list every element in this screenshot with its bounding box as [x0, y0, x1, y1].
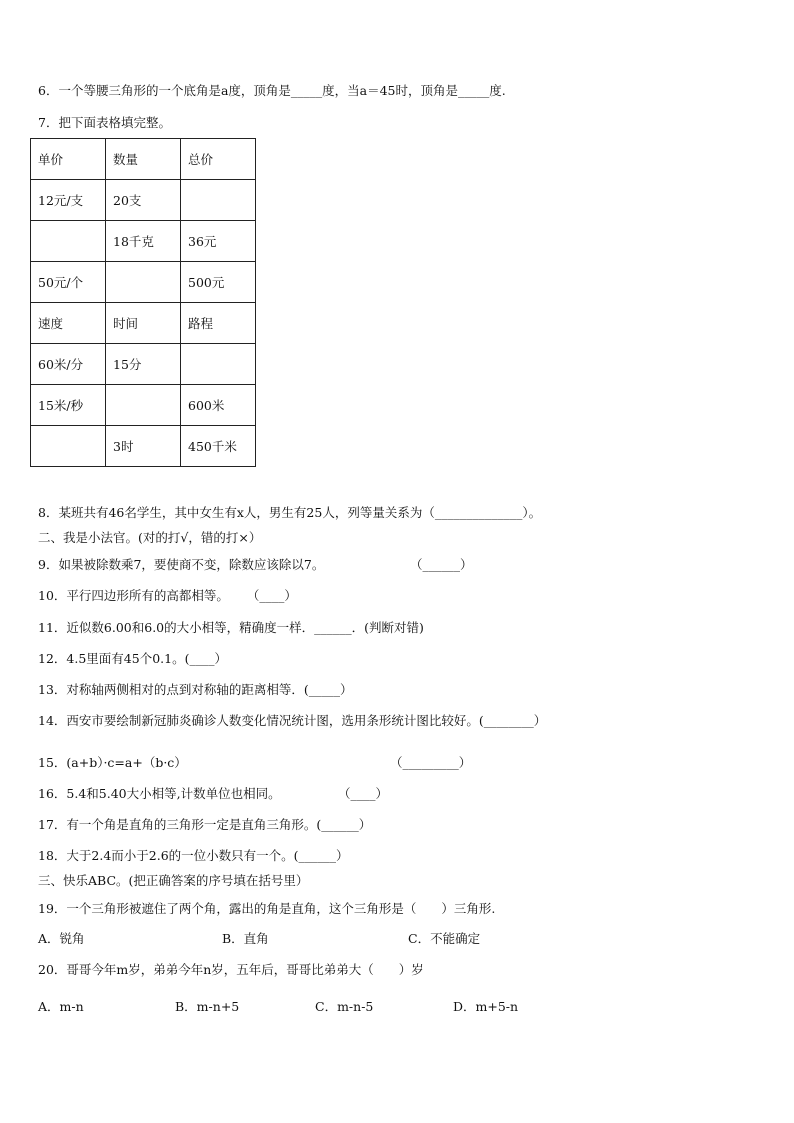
table-cell	[181, 180, 256, 221]
question-6: 6．一个等腰三角形的一个底角是a度，顶角是_____度，当a＝45时，顶角是_____度.	[38, 83, 506, 98]
question-12: 12．4.5里面有45个0.1。(____）	[38, 651, 227, 666]
question-20: 20．哥哥今年m岁，弟弟今年n岁，五年后，哥哥比弟弟大（ ）岁	[38, 962, 424, 977]
question-8: 8．某班共有46名学生，其中女生有x人，男生有25人，列等量关系为（______________）。	[38, 505, 542, 520]
table-cell: 18千克	[106, 221, 181, 262]
question-19-option-c: C．不能确定	[408, 931, 481, 946]
table-cell: 路程	[181, 303, 256, 344]
table-cell: 数量	[106, 139, 181, 180]
table-row	[31, 221, 256, 262]
question-19-option-a: A．锐角	[38, 931, 85, 946]
table-cell: 20支	[106, 180, 181, 221]
table-cell: 50元/个	[31, 262, 106, 303]
question-15-text: 15．(a+b）·c=a+（b·c）	[38, 755, 187, 770]
table-row	[31, 139, 256, 180]
question-13: 13．对称轴两侧相对的点到对称轴的距离相等．(_____）	[38, 682, 353, 697]
question-16	[38, 786, 389, 802]
table-cell: 速度	[31, 303, 106, 344]
table-cell: 总价	[181, 139, 256, 180]
table-row	[31, 385, 256, 426]
section-2-heading: 二、我是小法官。(对的打√，错的打×）	[38, 530, 262, 545]
question-16-answer-blank: （____）	[338, 786, 389, 801]
price-speed-table	[30, 138, 256, 467]
table-cell: 15米/秒	[31, 385, 106, 426]
table-cell: 600米	[181, 385, 256, 426]
table-cell: 3时	[106, 426, 181, 467]
question-10-answer-blank: （____）	[246, 588, 297, 603]
question-7: 7．把下面表格填完整。	[38, 115, 171, 130]
table-row	[31, 180, 256, 221]
table-cell	[181, 344, 256, 385]
table-row	[31, 426, 256, 467]
table-cell	[106, 385, 181, 426]
question-19: 19．一个三角形被遮住了两个角，露出的角是直角，这个三角形是（ ）三角形.	[38, 901, 496, 916]
table-cell: 12元/支	[31, 180, 106, 221]
question-15	[38, 755, 472, 771]
question-14: 14．西安市要绘制新冠肺炎确诊人数变化情况统计图，选用条形统计图比较好。(________）	[38, 713, 547, 728]
table-cell: 450千米	[181, 426, 256, 467]
question-9-answer-blank: （______）	[410, 557, 473, 572]
question-16-text: 16．5.4和5.40大小相等,计数单位也相同。	[38, 786, 281, 801]
question-11: 11．近似数6.00和6.0的大小相等，精确度一样．______．(判断对错)	[38, 620, 424, 635]
question-15-answer-blank: （_________）	[390, 755, 472, 770]
table-row	[31, 344, 256, 385]
question-9-text: 9．如果被除数乘7，要使商不变，除数应该除以7。	[38, 557, 325, 572]
table-row	[31, 303, 256, 344]
question-20-option-d: D．m+5-n	[453, 999, 519, 1014]
question-19-option-b: B．直角	[222, 931, 269, 946]
question-20-option-c: C．m-n-5	[315, 999, 374, 1014]
question-20-option-a: A．m-n	[38, 999, 84, 1014]
table-cell: 36元	[181, 221, 256, 262]
table-cell	[31, 221, 106, 262]
table-row	[31, 262, 256, 303]
question-10	[38, 588, 297, 604]
table-cell: 单价	[31, 139, 106, 180]
table-cell: 500元	[181, 262, 256, 303]
question-20-option-b: B．m-n+5	[175, 999, 240, 1014]
table-cell	[31, 426, 106, 467]
question-18: 18．大于2.4而小于2.6的一位小数只有一个。(______）	[38, 848, 349, 863]
table-cell	[106, 262, 181, 303]
question-10-text: 10．平行四边形所有的高都相等。	[38, 588, 229, 603]
table-cell: 时间	[106, 303, 181, 344]
table-cell: 60米/分	[31, 344, 106, 385]
question-9	[38, 557, 473, 573]
question-17: 17．有一个角是直角的三角形一定是直角三角形。(______）	[38, 817, 372, 832]
section-3-heading: 三、快乐ABC。(把正确答案的序号填在括号里）	[38, 873, 309, 888]
table-cell: 15分	[106, 344, 181, 385]
